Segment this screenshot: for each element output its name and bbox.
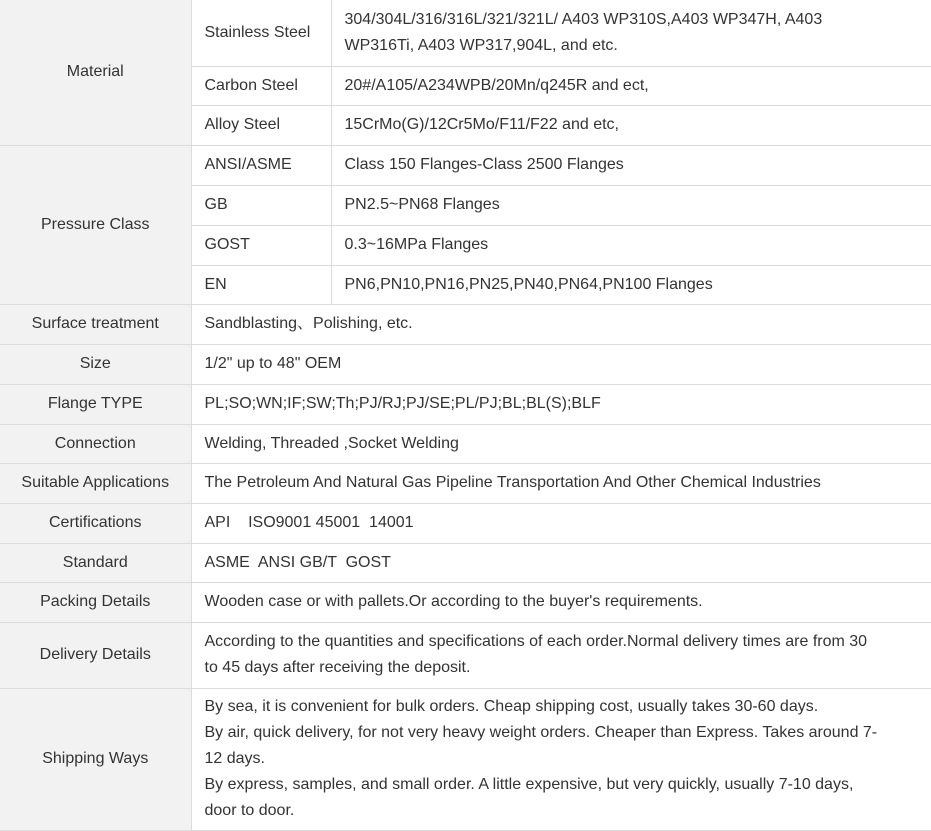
pressure-class-label: Pressure Class [0, 145, 191, 304]
shipping-line: By express, samples, and small order. A little expensive, but very quickly, usually 7-10 days, [204, 776, 854, 793]
row-value: ASME ANSI GB/T GOST [191, 543, 931, 582]
table-row [0, 424, 931, 463]
table-row [0, 503, 931, 543]
shipping-label: Shipping Ways [0, 688, 191, 830]
table-row [0, 384, 931, 424]
shipping-line: By air, quick delivery, for not very heavy weight orders. Cheaper than Express. Takes around 7- [204, 724, 878, 741]
table-row [0, 0, 931, 66]
pressure-value: Class 150 Flanges-Class 2500 Flanges [331, 145, 931, 185]
material-value: 20#/A105/A234WPB/20Mn/q245R and ect, [331, 66, 931, 105]
material-value-line: 304/304L/316/316L/321/321L/ A403 WP310S,A403 WP347H, A403 [344, 10, 823, 28]
material-type: Stainless Steel [191, 0, 331, 66]
row-label: Packing Details [0, 582, 191, 622]
table-row [0, 304, 931, 344]
shipping-line: 12 days. [204, 750, 265, 767]
table-row [0, 344, 931, 384]
row-label: Standard [0, 543, 191, 582]
row-value: The Petroleum And Natural Gas Pipeline Transportation And Other Chemical Industries [191, 463, 931, 503]
pressure-type: EN [191, 265, 331, 304]
row-value: Welding, Threaded ,Socket Welding [191, 424, 931, 463]
row-label: Certifications [0, 503, 191, 543]
material-value-line: WP316Ti, A403 WP317,904L, and etc. [344, 36, 618, 54]
row-label: Suitable Applications [0, 463, 191, 503]
shipping-line: By sea, it is convenient for bulk orders. Cheap shipping cost, usually takes 30-60 days. [204, 698, 819, 715]
delivery-line: to 45 days after receiving the deposit. [204, 659, 471, 676]
pressure-value: PN6,PN10,PN16,PN25,PN40,PN64,PN100 Flanges [331, 265, 931, 304]
table-row [0, 688, 931, 830]
table-row [0, 582, 931, 622]
material-value [331, 0, 931, 66]
table-row [0, 622, 931, 688]
row-value: API ISO9001 45001 14001 [191, 503, 931, 543]
pressure-type: GB [191, 185, 331, 225]
material-value: 15CrMo(G)/12Cr5Mo/F11/F22 and etc, [331, 105, 931, 145]
row-label: Connection [0, 424, 191, 463]
row-label: Surface treatment [0, 304, 191, 344]
row-value: Wooden case or with pallets.Or according to the buyer's requirements. [191, 582, 931, 622]
row-value: Sandblasting、Polishing, etc. [191, 304, 931, 344]
table-row [0, 145, 931, 185]
pressure-type: ANSI/ASME [191, 145, 331, 185]
material-type: Carbon Steel [191, 66, 331, 105]
pressure-value: 0.3~16MPa Flanges [331, 225, 931, 265]
pressure-type: GOST [191, 225, 331, 265]
table-row [0, 463, 931, 503]
table-row [0, 543, 931, 582]
shipping-value [191, 688, 931, 830]
row-label: Flange TYPE [0, 384, 191, 424]
row-value: PL;SO;WN;IF;SW;Th;PJ/RJ;PJ/SE;PL/PJ;BL;BL(S);BLF [191, 384, 931, 424]
row-label: Size [0, 344, 191, 384]
material-label: Material [0, 0, 191, 145]
shipping-line: door to door. [204, 802, 295, 819]
delivery-line: According to the quantities and specifications of each order.Normal delivery times are from 30 [204, 633, 868, 650]
material-type: Alloy Steel [191, 105, 331, 145]
pressure-value: PN2.5~PN68 Flanges [331, 185, 931, 225]
row-value: 1/2" up to 48" OEM [191, 344, 931, 384]
delivery-value [191, 622, 931, 688]
delivery-label: Delivery Details [0, 622, 191, 688]
